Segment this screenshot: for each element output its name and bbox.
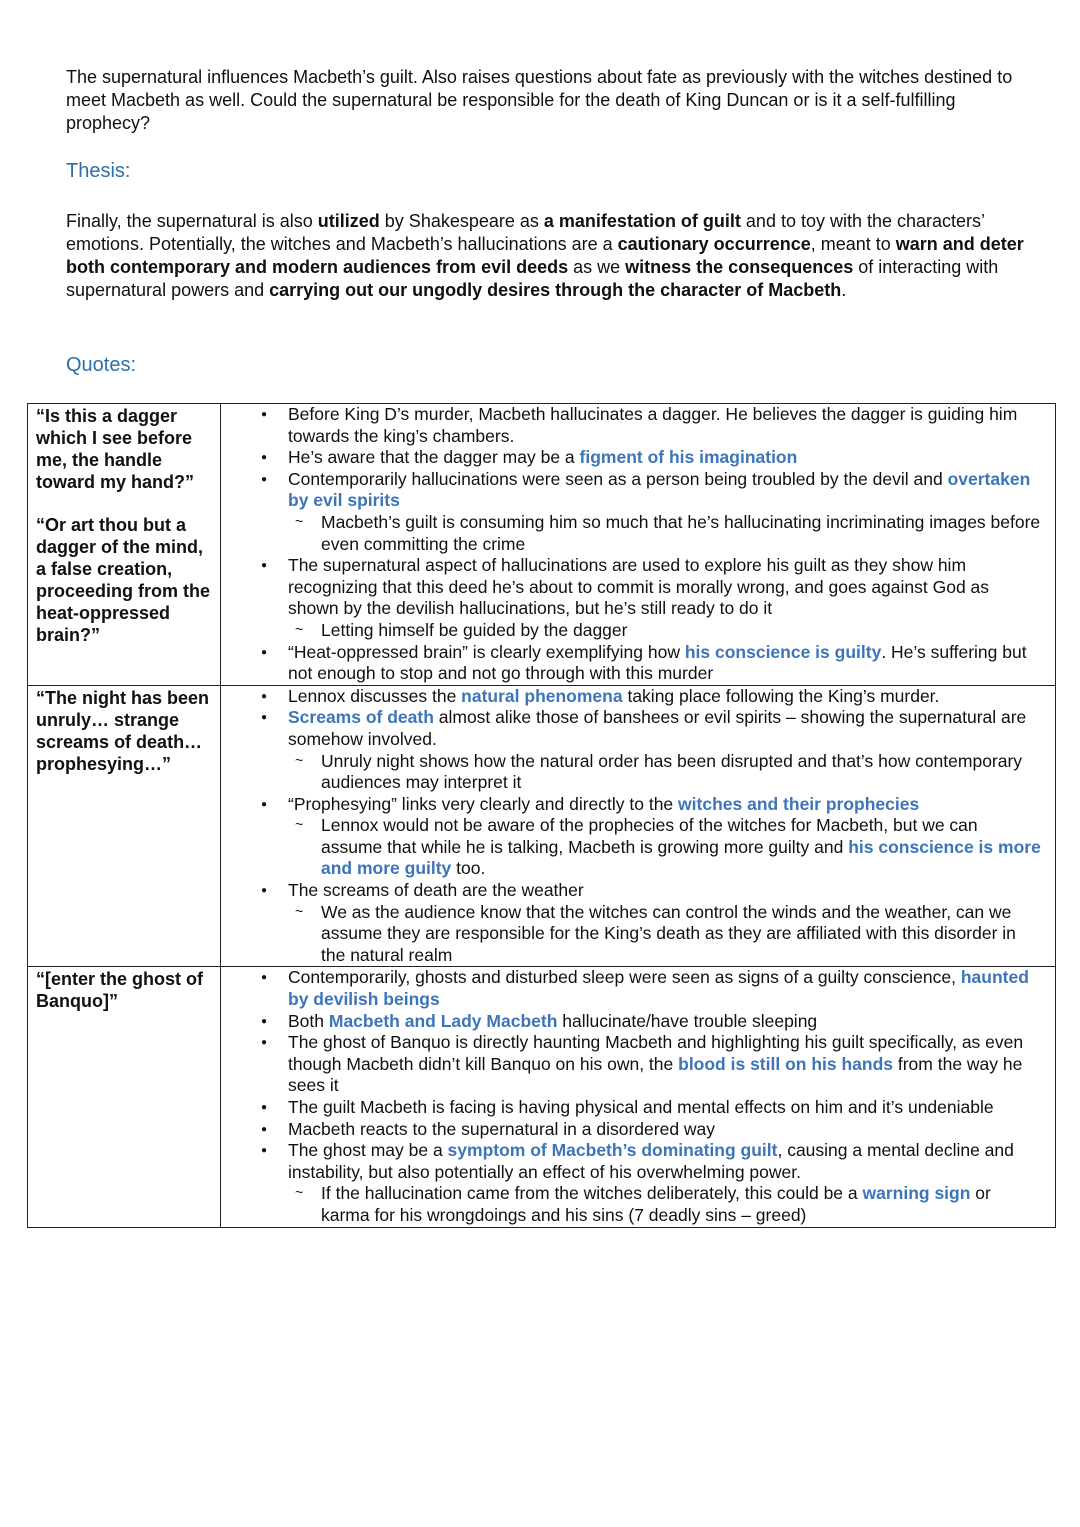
analysis-point — [221, 642, 1055, 685]
text-run: The supernatural aspect of hallucinations are used to explore his guilt as they show him recognizing that this deed he’s about to commit is morally wrong, and goes against God as shown by the devilish hallucinations, but he’s still ready to do it — [288, 555, 990, 619]
text-run: . — [841, 280, 847, 300]
analysis-cell — [221, 404, 1056, 686]
quote-row — [28, 404, 1056, 686]
sub-point — [221, 902, 1055, 967]
sub-point — [221, 1183, 1055, 1226]
highlighted-phrase: Macbeth and Lady Macbeth — [328, 1010, 558, 1031]
text-run: The guilt Macbeth is facing is having physical and mental effects on him and it’s undeniable — [288, 1097, 994, 1117]
highlighted-phrase: warning sign — [862, 1183, 971, 1204]
text-run: Contemporarily, ghosts and disturbed sleep were seen as signs of a guilty conscience, — [288, 967, 961, 988]
text-run: taking place following the King’s murder. — [622, 685, 940, 706]
analysis-cell — [221, 967, 1056, 1227]
text-run: “Prophesying” links very clearly and directly to the — [288, 793, 679, 814]
highlighted-phrase: haunted by devilish beings — [288, 967, 1029, 1010]
text-run: as we — [568, 257, 626, 277]
text-run: of interacting with supernatural powers and — [66, 257, 999, 300]
quote-cell — [28, 967, 221, 1227]
bold-phrase: utilized — [317, 211, 380, 231]
bold-phrase: a manifestation of guilt — [543, 211, 741, 231]
text-run: Macbeth reacts to the supernatural in a disordered way — [288, 1118, 716, 1139]
text-run: The ghost of Banquo is directly haunting Macbeth and highlighting his guilt specifically, as even though Macbeth didn’t kill Banquo on his own, the — [288, 1032, 1024, 1074]
highlighted-phrase: his conscience is more and more guilty — [321, 836, 1041, 879]
text-run: The supernatural influences Macbeth’s guilt. Also raises questions about fate as previously with the witches destined to meet Macbeth as well. Could the supernatural be responsible for the death of King Duncan or is it a self-fulfilling prophecy? — [66, 67, 1013, 133]
text-run: hallucinate/have trouble sleeping — [557, 1010, 818, 1031]
sub-point — [221, 751, 1055, 794]
text-run: . He’s suffering but not enough to stop and not go through with this murder — [288, 641, 1027, 684]
highlighted-phrase: his conscience is guilty — [684, 641, 882, 662]
analysis-point — [221, 880, 1055, 902]
sub-point — [221, 815, 1055, 880]
analysis-point — [221, 1011, 1055, 1033]
quote-cell — [28, 685, 221, 967]
text-run: The screams of death are the weather — [288, 880, 584, 901]
highlighted-phrase: witches and their prophecies — [678, 793, 920, 814]
quotes-heading: Quotes: — [66, 354, 137, 376]
bold-phrase: witness the consequences — [625, 257, 854, 277]
analysis-list — [221, 967, 1055, 1226]
sub-point — [221, 512, 1055, 555]
quote-row — [28, 967, 1056, 1227]
highlighted-phrase: Screams of death — [288, 707, 434, 728]
quote-text: “Or art thou but a dagger of the mind, a false creation, proceeding from the heat-oppressed brain?” — [36, 515, 211, 645]
text-run: Both — [288, 1010, 329, 1031]
text-run: If the hallucination came from the witches deliberately, this could be a — [321, 1183, 863, 1204]
text-run: , causing a mental decline and instability, but also potentially an effect of his overwhelming power. — [288, 1140, 1014, 1182]
text-run: Unruly night shows how the natural order has been disrupted and that’s how contemporary audiences may interpret it — [321, 750, 1023, 793]
analysis-cell — [221, 685, 1056, 967]
analysis-point — [221, 404, 1055, 447]
text-run: almost alike those of banshees or evil spirits – showing the supernatural are somehow involved. — [288, 707, 1027, 749]
text-run: too. — [451, 858, 486, 879]
quotes-table — [27, 403, 1056, 1228]
analysis-point — [221, 555, 1055, 620]
analysis-point — [221, 447, 1055, 469]
text-run: Before King D’s murder, Macbeth hallucinates a dagger. He believes the dagger is guiding him towards the king’s chambers. — [288, 404, 1018, 446]
analysis-point — [221, 1140, 1055, 1183]
text-run: from the way he sees it — [288, 1053, 1023, 1096]
thesis-paragraph — [66, 210, 1026, 302]
highlighted-phrase: symptom of Macbeth’s dominating guilt — [447, 1140, 778, 1161]
highlighted-phrase: figment of his imagination — [579, 447, 798, 468]
text-run: Finally, the supernatural is also — [66, 211, 318, 231]
highlighted-phrase: overtaken by evil spirits — [288, 468, 1031, 511]
sub-point — [221, 620, 1055, 642]
analysis-point — [221, 686, 1055, 708]
highlighted-phrase: blood is still on his hands — [678, 1053, 893, 1074]
text-run: and to toy with the characters’ emotions. Potentially, the witches and Macbeth’s hallucinations are a — [66, 211, 985, 254]
intro-paragraph — [66, 66, 1026, 135]
text-run: Contemporarily hallucinations were seen as a person being troubled by the devil and — [288, 468, 948, 489]
thesis-heading: Thesis: — [66, 160, 131, 182]
analysis-point — [221, 967, 1055, 1010]
quote-cell — [28, 404, 221, 686]
text-run: “Heat-oppressed brain” is clearly exemplifying how — [288, 641, 685, 662]
text-run: Letting himself be guided by the dagger — [321, 619, 628, 640]
analysis-point — [221, 1119, 1055, 1141]
text-run: or karma for his wrongdoings and his sins (7 deadly sins – greed) — [321, 1183, 991, 1225]
quote-text: “[enter the ghost of Banquo]” — [36, 969, 203, 1012]
analysis-point — [221, 707, 1055, 750]
quote-row — [28, 685, 1056, 967]
text-run: He’s aware that the dagger may be a — [288, 447, 580, 468]
text-run: The ghost may be a — [288, 1140, 448, 1161]
highlighted-phrase: natural phenomena — [461, 685, 623, 706]
bold-phrase: cautionary occurrence — [617, 234, 811, 254]
text-run: , meant to — [810, 234, 896, 254]
analysis-point — [221, 794, 1055, 816]
analysis-point — [221, 1032, 1055, 1097]
quote-text: “Is this a dagger which I see before me, the handle toward my hand?” — [36, 406, 195, 492]
text-run: Lennox would not be aware of the prophecies of the witches for Macbeth, but we can assume that while he is talking, Macbeth is growing more guilty and — [321, 815, 978, 857]
text-run: We as the audience know that the witches can control the winds and the weather, can we assume they are responsible for the King’s death as they are affiliated with this disorder in the natural realm — [321, 901, 1016, 965]
analysis-list — [221, 686, 1055, 967]
analysis-point — [221, 469, 1055, 512]
bold-phrase: warn and deter both contemporary and modern audiences from evil deeds — [66, 234, 1024, 277]
text-run: by Shakespeare as — [379, 211, 544, 231]
quote-text: “The night has been unruly… strange screams of death… prophesying…” — [36, 687, 210, 774]
bold-phrase: carrying out our ungodly desires through the character of Macbeth — [269, 280, 842, 300]
text-run: Lennox discusses the — [288, 685, 462, 706]
text-run: Macbeth’s guilt is consuming him so much that he’s hallucinating incriminating images before even committing the crime — [321, 511, 1041, 554]
analysis-point — [221, 1097, 1055, 1119]
analysis-list — [221, 404, 1055, 685]
